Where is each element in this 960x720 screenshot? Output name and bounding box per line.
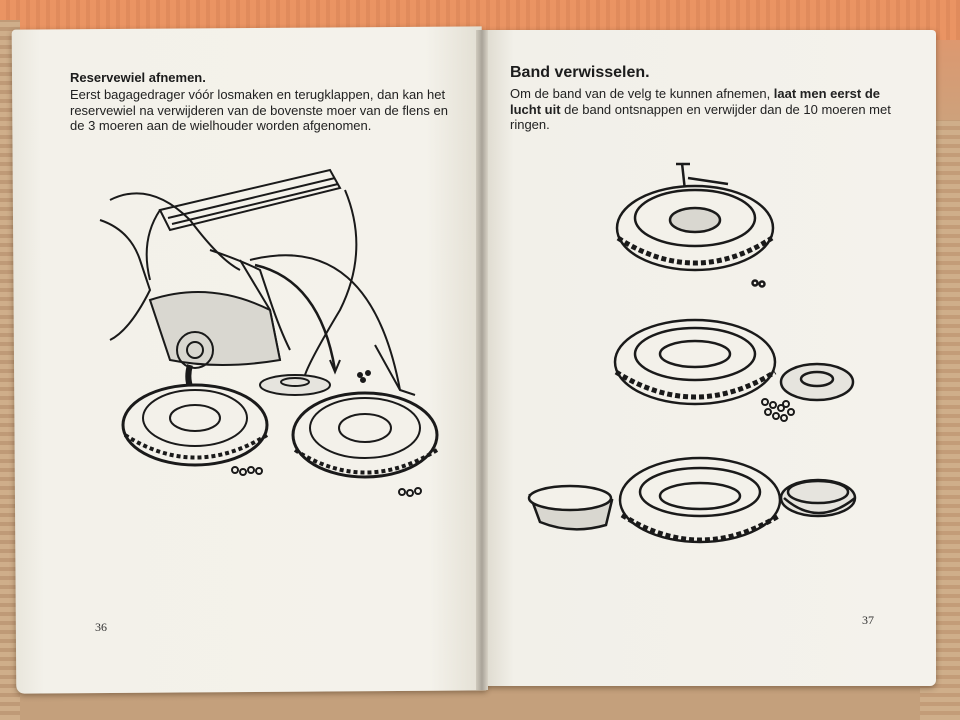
- book-spine: [476, 30, 488, 690]
- body-text-part1: Om de band van de velg te kunnen afnemen,: [510, 86, 774, 101]
- left-page-title: Reservewiel afnemen.: [70, 70, 206, 85]
- wheel-halves-separated-illustration: [610, 312, 860, 437]
- body-text-bold: laat men eerst de lucht uit: [510, 86, 881, 117]
- right-page-title: Band verwisselen.: [510, 64, 650, 81]
- left-page-body: Eerst bagagedrager vóór losmaken en terugklappen, dan kan het reservewiel na verwijderen van de bovenste moer van de flens en de 3 moeren aan de wielhouder worden afgenomen.: [70, 87, 448, 133]
- right-page-body: [510, 86, 895, 133]
- right-page-number: 37: [862, 613, 874, 627]
- wheel-with-wrench-illustration: [610, 158, 790, 293]
- left-page-number: 36: [95, 620, 107, 634]
- scooter-spare-wheel-illustration: [90, 160, 460, 510]
- tire-and-rim-halves-illustration: [522, 450, 867, 560]
- body-text-part2: de band ontsnappen en verwijder dan de 10 moeren met ringen.: [510, 101, 891, 132]
